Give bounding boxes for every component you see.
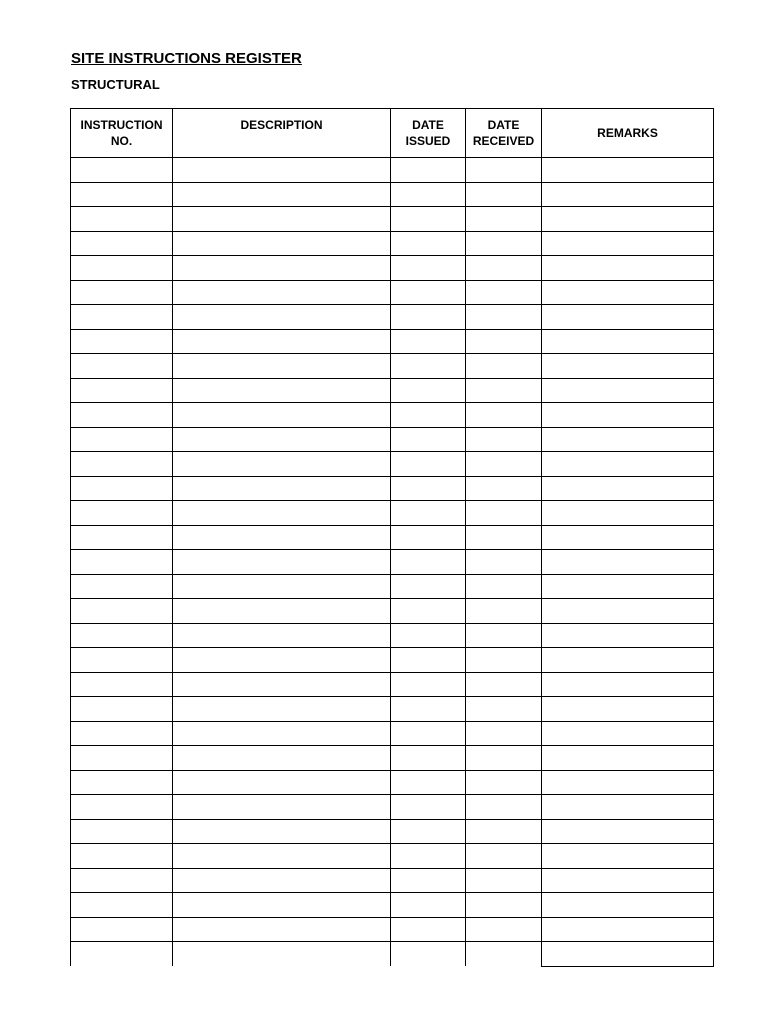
table-cell-date-issued[interactable] [391,403,466,428]
table-row [71,623,714,648]
table-cell-description[interactable] [173,305,391,330]
table-cell-description[interactable] [173,917,391,942]
table-cell-instruction-no[interactable] [71,844,173,869]
table-cell-date-issued[interactable] [391,427,466,452]
table-cell-remarks[interactable] [542,354,714,379]
table-cell-remarks[interactable] [542,452,714,477]
table-cell-date-issued[interactable] [391,893,466,918]
table-cell-date-received[interactable] [466,354,542,379]
table-cell-date-received[interactable] [466,207,542,232]
table-row [71,819,714,844]
table-cell-instruction-no[interactable] [71,207,173,232]
table-cell-description[interactable] [173,795,391,820]
table-cell-date-received[interactable] [466,721,542,746]
header-instruction-no [71,109,173,158]
header-date-issued [391,109,466,158]
table-cell-instruction-no[interactable] [71,525,173,550]
table-row [71,550,714,575]
page-title: SITE INSTRUCTIONS REGISTER [71,50,302,67]
table-cell-description[interactable] [173,329,391,354]
table-cell-date-received[interactable] [466,672,542,697]
table-cell-remarks[interactable] [542,427,714,452]
table-row [71,574,714,599]
table-cell-remarks[interactable] [542,574,714,599]
header-label: DATE ISSUED [405,118,451,148]
table-cell-date-issued[interactable] [391,770,466,795]
table-cell-date-issued[interactable] [391,697,466,722]
table-cell-description[interactable] [173,746,391,771]
table-cell-instruction-no[interactable] [71,354,173,379]
header-label: INSTRUCTION NO. [80,118,163,148]
table-row [71,795,714,820]
table-row [71,893,714,918]
table-cell-instruction-no[interactable] [71,746,173,771]
table-row [71,648,714,673]
table-cell-remarks[interactable] [542,795,714,820]
table-cell-date-received[interactable] [466,770,542,795]
table-cell-date-issued[interactable] [391,672,466,697]
table-cell-remarks[interactable] [542,378,714,403]
table-cell-instruction-no[interactable] [71,182,173,207]
table-cell-date-received[interactable] [466,501,542,526]
table-cell-date-received[interactable] [466,844,542,869]
table-row [71,476,714,501]
table-cell-remarks[interactable] [542,721,714,746]
table-row [71,501,714,526]
table-cell-description[interactable] [173,844,391,869]
table-row [71,844,714,869]
table-cell-instruction-no[interactable] [71,256,173,281]
table-cell-remarks[interactable] [542,305,714,330]
table-row [71,599,714,624]
table-cell-remarks[interactable] [542,403,714,428]
table-cell-instruction-no[interactable] [71,305,173,330]
table-cell-instruction-no[interactable] [71,893,173,918]
table-cell-date-issued[interactable] [391,182,466,207]
table-cell-remarks[interactable] [542,623,714,648]
table-row [71,942,714,967]
table-cell-date-received[interactable] [466,525,542,550]
table-cell-remarks[interactable] [542,746,714,771]
table-cell-remarks[interactable] [542,280,714,305]
table-cell-date-received[interactable] [466,917,542,942]
table-cell-date-issued[interactable] [391,942,466,967]
table-cell-date-issued[interactable] [391,305,466,330]
table-cell-date-issued[interactable] [391,280,466,305]
table-row [71,525,714,550]
table-cell-remarks[interactable] [542,182,714,207]
header-description [173,109,391,158]
table-cell-description[interactable] [173,452,391,477]
table-cell-date-issued[interactable] [391,501,466,526]
table-body [71,158,714,967]
page-subtitle: STRUCTURAL [71,77,160,92]
table-cell-date-received[interactable] [466,574,542,599]
table-cell-date-issued[interactable] [391,746,466,771]
table-cell-description[interactable] [173,501,391,526]
table-cell-date-received[interactable] [466,329,542,354]
table-cell-remarks[interactable] [542,917,714,942]
table-cell-date-issued[interactable] [391,231,466,256]
table-cell-instruction-no[interactable] [71,942,173,967]
table-row [71,256,714,281]
table-cell-remarks[interactable] [542,942,714,967]
table-cell-date-issued[interactable] [391,256,466,281]
table-cell-description[interactable] [173,207,391,232]
table-cell-instruction-no[interactable] [71,868,173,893]
table-cell-date-received[interactable] [466,697,542,722]
table-cell-remarks[interactable] [542,648,714,673]
table-cell-remarks[interactable] [542,868,714,893]
header-label: REMARKS [597,126,658,140]
table-cell-remarks[interactable] [542,207,714,232]
table-cell-description[interactable] [173,942,391,967]
table-cell-instruction-no[interactable] [71,697,173,722]
table-cell-date-issued[interactable] [391,917,466,942]
table-cell-instruction-no[interactable] [71,476,173,501]
table-cell-instruction-no[interactable] [71,917,173,942]
table-cell-date-issued[interactable] [391,452,466,477]
table-cell-date-received[interactable] [466,942,542,967]
table-cell-date-issued[interactable] [391,599,466,624]
table-cell-date-issued[interactable] [391,354,466,379]
table-cell-date-received[interactable] [466,158,542,183]
table-cell-date-issued[interactable] [391,721,466,746]
table-cell-remarks[interactable] [542,893,714,918]
table-cell-description[interactable] [173,182,391,207]
table-cell-date-issued[interactable] [391,476,466,501]
table-cell-instruction-no[interactable] [71,427,173,452]
table-row [71,231,714,256]
table-cell-remarks[interactable] [542,672,714,697]
table-cell-date-received[interactable] [466,746,542,771]
table-cell-instruction-no[interactable] [71,378,173,403]
table-row [71,452,714,477]
table-cell-remarks[interactable] [542,501,714,526]
table-cell-description[interactable] [173,476,391,501]
table-row [71,354,714,379]
table-row [71,403,714,428]
table-cell-description[interactable] [173,672,391,697]
table-cell-description[interactable] [173,550,391,575]
table-cell-description[interactable] [173,770,391,795]
table-cell-date-received[interactable] [466,599,542,624]
table-cell-date-issued[interactable] [391,329,466,354]
table-cell-date-received[interactable] [466,648,542,673]
table-cell-date-received[interactable] [466,231,542,256]
table-cell-instruction-no[interactable] [71,329,173,354]
table-cell-date-issued[interactable] [391,844,466,869]
table-cell-description[interactable] [173,697,391,722]
table-cell-date-received[interactable] [466,182,542,207]
table-cell-date-issued[interactable] [391,795,466,820]
table-cell-instruction-no[interactable] [71,501,173,526]
table-cell-date-received[interactable] [466,795,542,820]
table-cell-date-received[interactable] [466,550,542,575]
table-cell-remarks[interactable] [542,599,714,624]
table-row [71,746,714,771]
table-cell-instruction-no[interactable] [71,648,173,673]
table-cell-date-issued[interactable] [391,623,466,648]
table-cell-remarks[interactable] [542,329,714,354]
table-cell-description[interactable] [173,427,391,452]
table-cell-description[interactable] [173,280,391,305]
table-cell-instruction-no[interactable] [71,280,173,305]
header-label: DESCRIPTION [240,118,323,132]
table-row [71,427,714,452]
header-label: DATE RECEIVED [472,118,535,148]
header-remarks [542,109,714,158]
table-cell-date-received[interactable] [466,305,542,330]
table-row [71,158,714,183]
table-row [71,182,714,207]
table-cell-date-received[interactable] [466,476,542,501]
table-cell-date-issued[interactable] [391,207,466,232]
table-cell-date-received[interactable] [466,819,542,844]
table-cell-remarks[interactable] [542,256,714,281]
table-row [71,207,714,232]
table-cell-date-received[interactable] [466,256,542,281]
table-cell-instruction-no[interactable] [71,403,173,428]
table-row [71,917,714,942]
table-cell-instruction-no[interactable] [71,231,173,256]
table-cell-instruction-no[interactable] [71,770,173,795]
table-cell-description[interactable] [173,378,391,403]
table-cell-remarks[interactable] [542,158,714,183]
table-row [71,721,714,746]
table-cell-description[interactable] [173,574,391,599]
table-cell-instruction-no[interactable] [71,574,173,599]
table-cell-date-received[interactable] [466,623,542,648]
table-cell-description[interactable] [173,231,391,256]
table-cell-instruction-no[interactable] [71,623,173,648]
table-cell-remarks[interactable] [542,844,714,869]
table-cell-remarks[interactable] [542,550,714,575]
table-cell-remarks[interactable] [542,525,714,550]
table-cell-date-received[interactable] [466,403,542,428]
table-cell-date-issued[interactable] [391,648,466,673]
table-cell-date-received[interactable] [466,452,542,477]
table-cell-description[interactable] [173,819,391,844]
table-cell-date-issued[interactable] [391,574,466,599]
table-cell-instruction-no[interactable] [71,721,173,746]
table-cell-description[interactable] [173,525,391,550]
table-cell-remarks[interactable] [542,476,714,501]
table-row [71,672,714,697]
table-cell-instruction-no[interactable] [71,819,173,844]
register-table [70,108,714,967]
table-cell-description[interactable] [173,893,391,918]
table-row [71,697,714,722]
table-cell-remarks[interactable] [542,231,714,256]
table-row [71,280,714,305]
table-cell-date-received[interactable] [466,427,542,452]
table-row [71,770,714,795]
table-cell-description[interactable] [173,354,391,379]
table-cell-date-received[interactable] [466,893,542,918]
table-cell-date-issued[interactable] [391,868,466,893]
table-header-row [71,109,714,158]
table-row [71,868,714,893]
table-cell-date-issued[interactable] [391,550,466,575]
table-cell-date-received[interactable] [466,280,542,305]
table-cell-date-issued[interactable] [391,819,466,844]
table-cell-date-issued[interactable] [391,378,466,403]
table-row [71,378,714,403]
table-cell-date-received[interactable] [466,378,542,403]
table-cell-instruction-no[interactable] [71,795,173,820]
table-cell-date-received[interactable] [466,868,542,893]
table-cell-instruction-no[interactable] [71,452,173,477]
table-cell-remarks[interactable] [542,819,714,844]
table-cell-date-issued[interactable] [391,525,466,550]
table-cell-instruction-no[interactable] [71,672,173,697]
table-cell-instruction-no[interactable] [71,158,173,183]
table-cell-description[interactable] [173,599,391,624]
table-cell-instruction-no[interactable] [71,550,173,575]
table-cell-description[interactable] [173,256,391,281]
table-cell-remarks[interactable] [542,770,714,795]
table-cell-description[interactable] [173,623,391,648]
table-row [71,305,714,330]
table-cell-description[interactable] [173,158,391,183]
table-cell-instruction-no[interactable] [71,599,173,624]
table-cell-remarks[interactable] [542,697,714,722]
table-cell-description[interactable] [173,403,391,428]
table-cell-description[interactable] [173,648,391,673]
table-cell-description[interactable] [173,721,391,746]
header-date-received [466,109,542,158]
table-row [71,329,714,354]
table-cell-description[interactable] [173,868,391,893]
table-cell-date-issued[interactable] [391,158,466,183]
